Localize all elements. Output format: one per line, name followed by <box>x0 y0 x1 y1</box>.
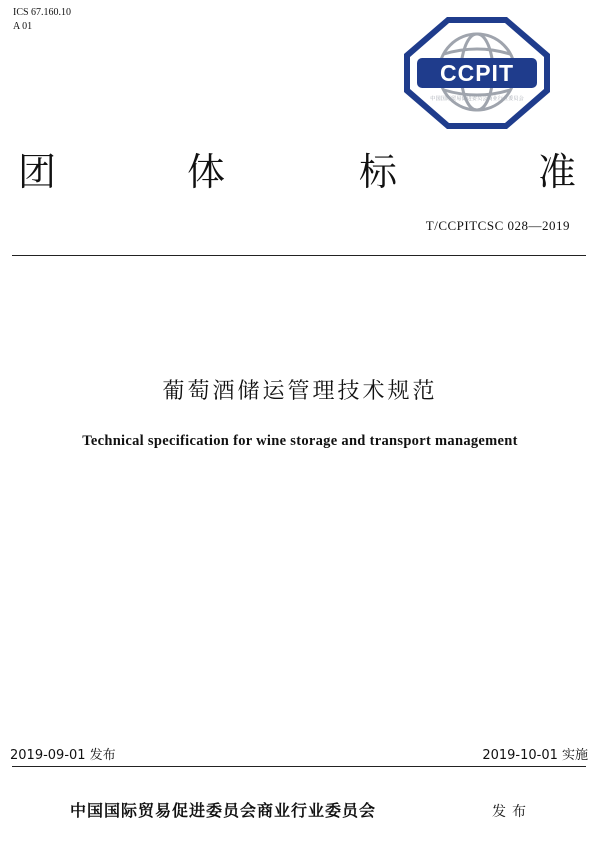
category-char: 标 <box>359 150 398 194</box>
document-category <box>18 148 584 198</box>
category-char: 团 <box>18 150 57 194</box>
standard-number: T/CCPITCSC 028—2019 <box>425 218 570 233</box>
issue-date: 2019-09-01 发布 <box>10 748 116 763</box>
ics-code: ICS 67.160.10 <box>13 7 72 18</box>
logo-ring-text: 中国国际贸易促进委员会商业行业委员会 <box>430 96 524 102</box>
title-english: Technical specification for wine storage and transport management <box>82 433 518 449</box>
title-chinese: 葡萄酒储运管理技术规范 <box>162 379 438 404</box>
category-char: 准 <box>538 150 577 194</box>
category-char: 体 <box>187 150 226 194</box>
ccs-code: A 01 <box>13 21 33 32</box>
top-divider <box>12 255 586 256</box>
classification-codes <box>13 6 71 34</box>
ccpit-logo <box>401 14 553 132</box>
bottom-divider <box>12 766 586 767</box>
publish-label: 发布 <box>492 804 532 820</box>
publisher: 中国国际贸易促进委员会商业行业委员会 <box>70 801 377 820</box>
implementation-date: 2019-10-01 实施 <box>482 748 588 763</box>
logo-text: CCPIT <box>440 60 514 86</box>
